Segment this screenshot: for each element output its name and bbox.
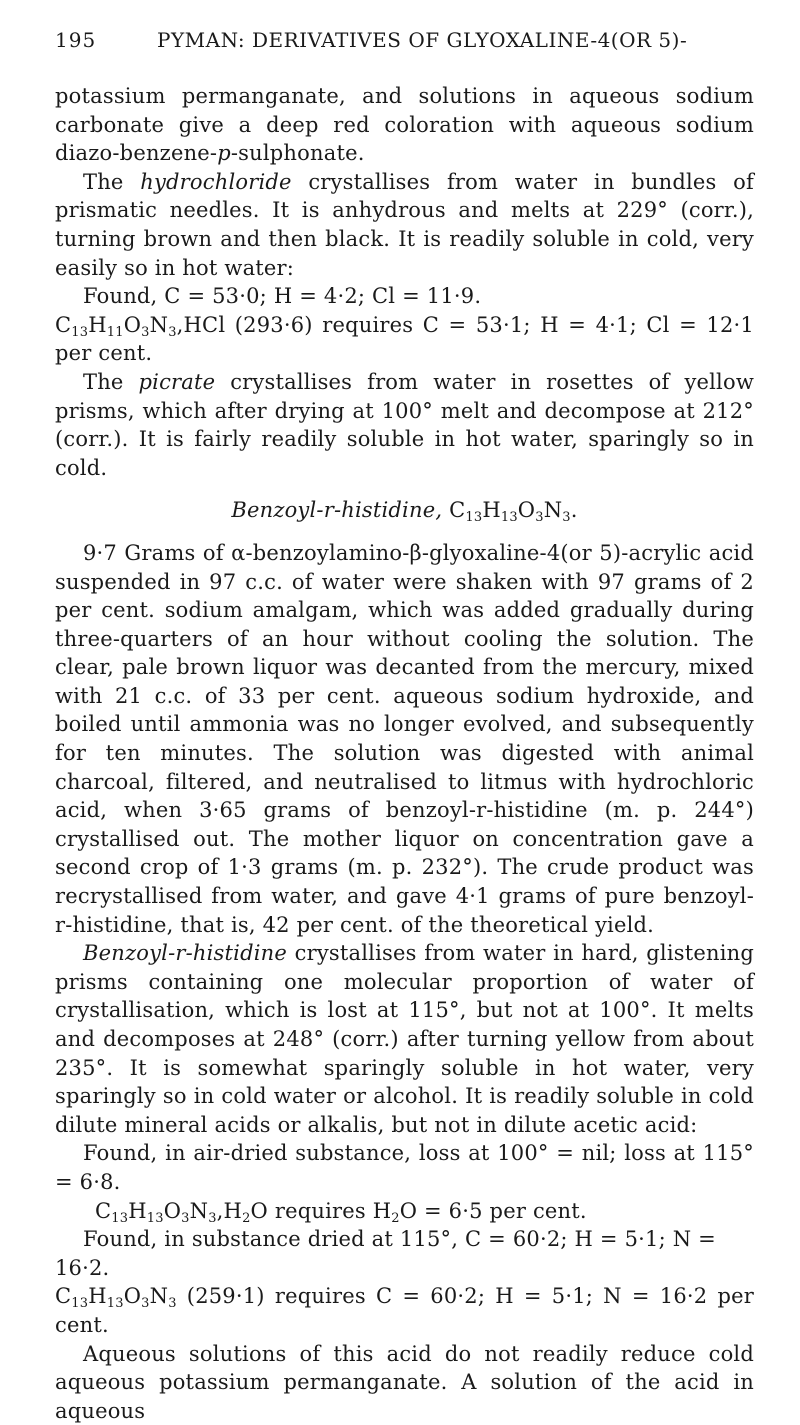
found-analysis-3: Found, in substance dried at 115°, C = 60·2; H = 5·1; N = 16·2. [55, 1227, 716, 1280]
page [55, 22, 755, 62]
paragraph-2-pre: The [83, 169, 141, 194]
para-position-italic: p [217, 141, 231, 166]
paragraph-picrate [55, 368, 754, 482]
paragraph-3-text: crystallises from water in rosettes of yellow prisms, which after drying at 100° melt and decompose at 212° (corr.). It is fairly readily soluble in hot water, sparingly so in cold. [55, 369, 754, 480]
requirement-1-text: (293·6) requires C = 53·1; H = 4·1; Cl = 12·1 per cent. [55, 312, 754, 366]
paragraph-hydrochloride [55, 168, 754, 282]
paragraph-3-pre: The [83, 369, 139, 394]
running-title: PYMAN: DERIVATIVES OF GLYOXALINE-4(OR 5)- [157, 28, 688, 52]
paragraph-1 [55, 82, 754, 168]
paragraph-preparation: 9·7 Grams of α-benzoylamino-β-glyoxaline-4(or 5)-acrylic acid suspended in 97 c.c. of water were shaken with 97 grams of 2 per cent. sodium amalgam, which was added gradually during three-quarters of an hour without cooling the solution. The clear, pale brown liquor was decanted from the mercury, mixed with 21 c.c. of 33 per cent. aqueous sodium hydroxide, and boiled until ammonia was no longer evolved, and subsequently for ten minutes. The solution was digested with animal charcoal, filtered, and neutralised to litmus with hydrochloric acid, when 3·65 grams of benzoyl-r-histidine (m. p. 244°) crystallised out. The mother liquor on concentration gave a second crop of 1·3 grams (m. p. 232°). The crude product was recrystallised from water, and gave 4·1 grams of pure benzoyl-r-histidine, that is, 42 per cent. of the theoretical yield. [55, 540, 754, 937]
picrate-term: picrate [138, 369, 216, 394]
running-header [55, 22, 755, 62]
section-heading-name: Benzoyl-r-histidine, [231, 498, 443, 523]
requirement-3: $C_{13}H_{13}O_3N_3$ (259·1) requires C = 60·2; H = 5·1; N = 16·2 per cent. [55, 1284, 754, 1337]
paragraph-1-text: potassium permanganate, and solutions in aqueous sodium carbonate give a deep red coloration with aqueous sodium diazo-benzene- [55, 84, 754, 166]
paragraph-aqueous: Aqueous solutions of this acid do not readily reduce cold aqueous potassium permanganate. A solution of the acid in aqueous [55, 1341, 754, 1423]
paragraph-1-end: -sulphonate. [230, 141, 365, 166]
paragraph-properties [55, 939, 754, 1139]
requirement-1: $C_{13}H_{11}O_3N_3,HCl$ (293·6) requires C = 53·1; H = 4·1; Cl = 12·1 per cent. [55, 312, 754, 366]
hydrochloride-term: hydrochloride [140, 169, 292, 194]
found-analysis-1: Found, C = 53·0; H = 4·2; Cl = 11·9. [83, 284, 482, 309]
paragraph-5-text: crystallises from water in hard, glistening prisms containing one molecular proportion of water of crystallisation, which is lost at 115°, but not at 100°. It melts and decomposes at 248° (corr.) after turning yellow from about 235°. It is somewhat sparingly soluble in hot water, very sparingly so in cold water or alcohol. It is readily soluble in cold dilute mineral acids or alkalis, but not in dilute acetic acid: [55, 941, 754, 1137]
benzoyl-histidine-term: Benzoyl-r-histidine [83, 941, 287, 966]
page-number: 195 [55, 28, 97, 52]
requirement-2: $C_{13}H_{13}O_3N_3,H_2O$ requires $H_2O = 6\cdot 5$ per cent. [95, 1198, 587, 1226]
found-analysis-2: Found, in air-dried substance, loss at 100° = nil; loss at 115° = 6·8. [55, 1141, 754, 1194]
requirement-3-text: (259·1) requires C = 60·2; H = 5·1; N = 16·2 per cent. [55, 1284, 754, 1337]
paragraph-2-text: crystallises from water in bundles of prismatic needles. It is anhydrous and melts at 229° (corr.), turning brown and then black. It is readily soluble in cold, very easily so in hot water: [55, 169, 754, 280]
body-text [55, 82, 754, 1425]
section-heading: Benzoyl-r-histidine, $C_{13}H_{13}O_3N_3$. [231, 498, 578, 526]
